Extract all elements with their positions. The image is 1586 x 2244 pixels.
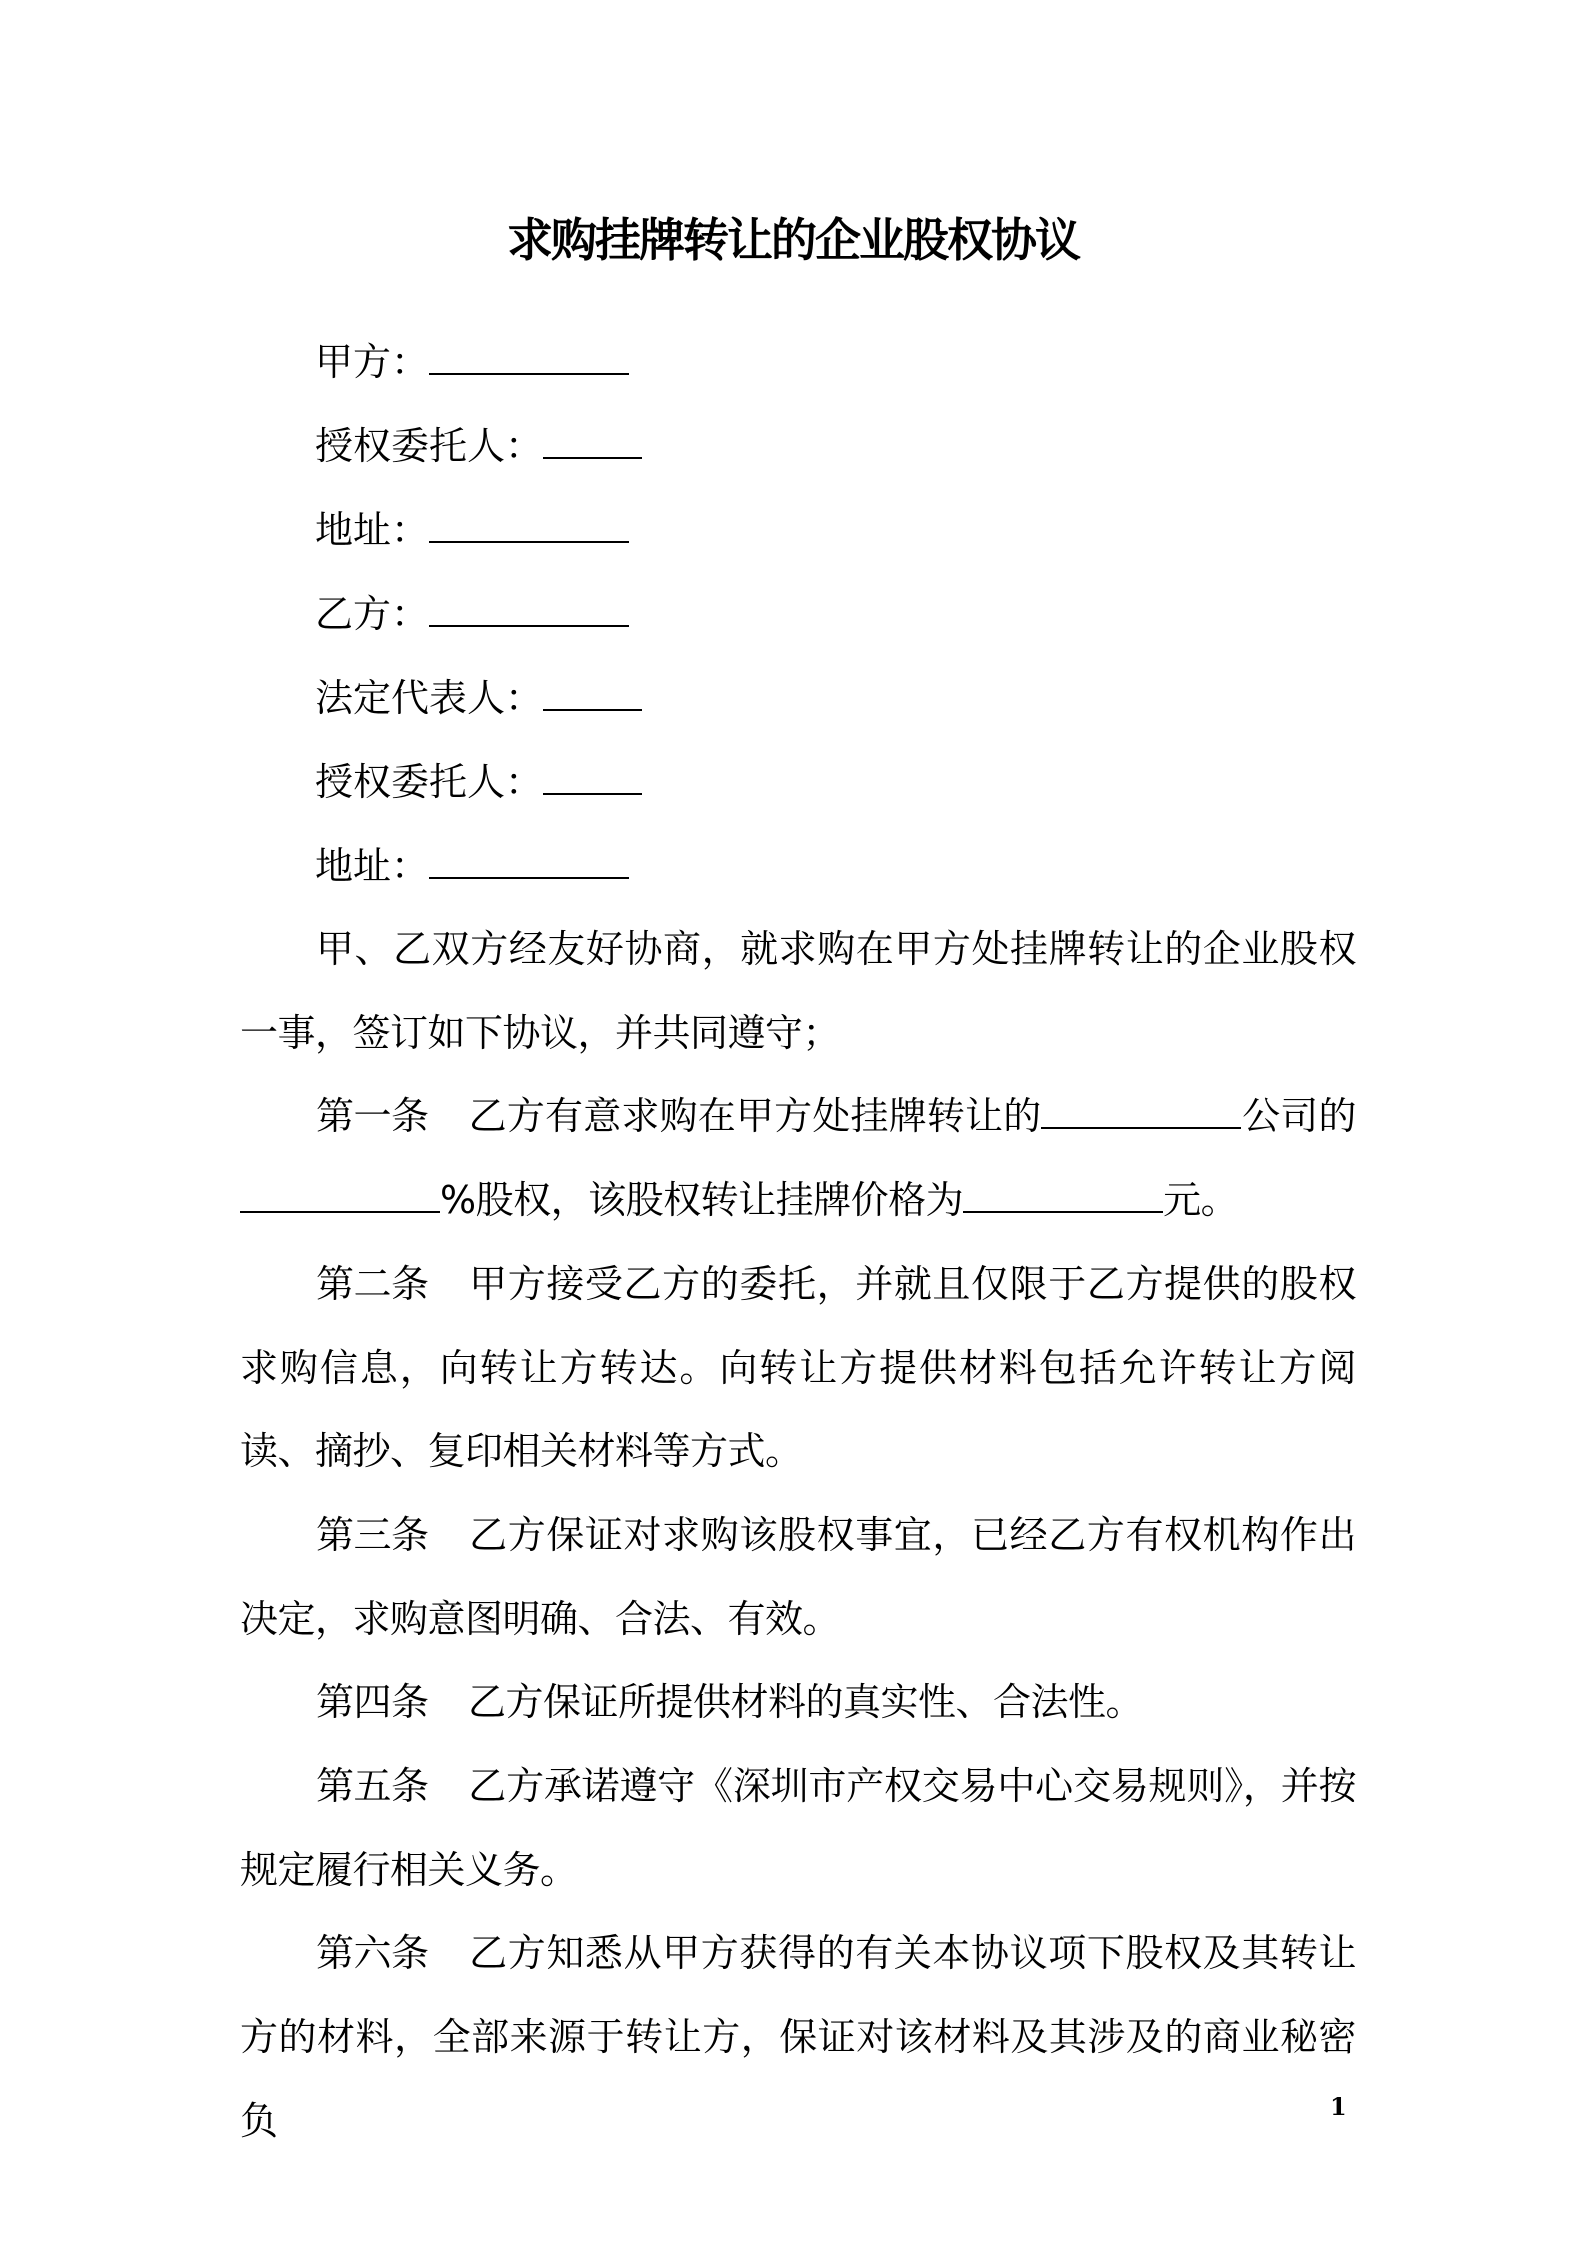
article-5-number: 第五条 <box>316 1764 429 1809</box>
article-6-text: 乙方知悉从甲方获得的有关本协议项下股权及其转让方的材料，全部来源于转让方，保证对该材料及其涉及的商业秘密负 <box>240 1931 1356 2143</box>
share-percent-blank <box>240 1177 440 1213</box>
party-b-blank <box>429 591 629 627</box>
party-a-agent-line <box>315 404 642 488</box>
party-a-address-label: 地址： <box>315 508 430 552</box>
party-a-address-line <box>315 488 629 572</box>
party-a-address-blank <box>429 507 629 543</box>
article-6-number: 第六条 <box>316 1931 429 1976</box>
party-a-line <box>315 320 629 404</box>
party-a-agent-label: 授权委托人： <box>315 424 544 468</box>
party-b-line <box>315 572 629 656</box>
article-5 <box>240 1745 1356 1912</box>
company-name-blank <box>1041 1093 1241 1129</box>
party-b-agent-blank <box>543 759 642 795</box>
party-b-label: 乙方： <box>315 592 430 636</box>
party-b-address-line <box>315 824 629 908</box>
party-b-legal-rep-line <box>315 656 642 740</box>
party-a-agent-blank <box>543 423 642 459</box>
party-b-legal-rep-blank <box>543 675 642 711</box>
article-6 <box>240 1912 1356 2163</box>
listing-price-blank <box>963 1177 1163 1213</box>
article-5-text: 乙方承诺遵守《深圳市产权交易中心交易规则》，并按规定履行相关义务。 <box>240 1764 1356 1892</box>
agreement-body <box>240 908 1356 2164</box>
party-b-address-label: 地址： <box>315 844 430 888</box>
party-a-label: 甲方： <box>315 340 430 384</box>
party-b-agent-label: 授权委托人： <box>315 760 544 804</box>
article-1-text-part-3: %股权，该股权转让挂牌价格为 <box>440 1178 964 1223</box>
party-b-legal-rep-label: 法定代表人： <box>315 676 544 720</box>
party-b-agent-line <box>315 740 642 824</box>
party-b-address-blank <box>429 843 629 879</box>
page-number: 1 <box>1330 2092 1347 2121</box>
article-4 <box>240 1661 1356 1745</box>
article-3-number: 第三条 <box>316 1512 429 1557</box>
article-1 <box>240 1075 1356 1242</box>
article-2-text: 甲方接受乙方的委托，并就且仅限于乙方提供的股权求购信息，向转让方转达。向转让方提供材料包括允许转让方阅读、摘抄、复印相关材料等方式。 <box>240 1261 1356 1474</box>
article-3 <box>240 1494 1356 1661</box>
article-1-number: 第一条 <box>316 1094 429 1139</box>
article-1-text-part-1: 乙方有意求购在甲方处挂牌转让的 <box>468 1094 1042 1139</box>
article-4-number: 第四条 <box>316 1680 429 1725</box>
article-2 <box>240 1243 1356 1494</box>
party-a-blank <box>429 339 629 375</box>
article-3-text: 乙方保证对求购该股权事宜，已经乙方有权机构作出决定，求购意图明确、合法、有效。 <box>240 1512 1356 1641</box>
article-4-text: 乙方保证所提供材料的真实性、合法性。 <box>468 1680 1144 1725</box>
article-2-number: 第二条 <box>316 1261 429 1306</box>
article-1-text-part-4: 元。 <box>1163 1178 1239 1223</box>
preamble-paragraph: 甲、乙双方经友好协商，就求购在甲方处挂牌转让的企业股权一事，签订如下协议，并共同遵守； <box>240 927 1356 1055</box>
document-title: 求购挂牌转让的企业股权协议 <box>507 213 1079 267</box>
article-1-text-part-2: 公司的 <box>1241 1094 1356 1139</box>
